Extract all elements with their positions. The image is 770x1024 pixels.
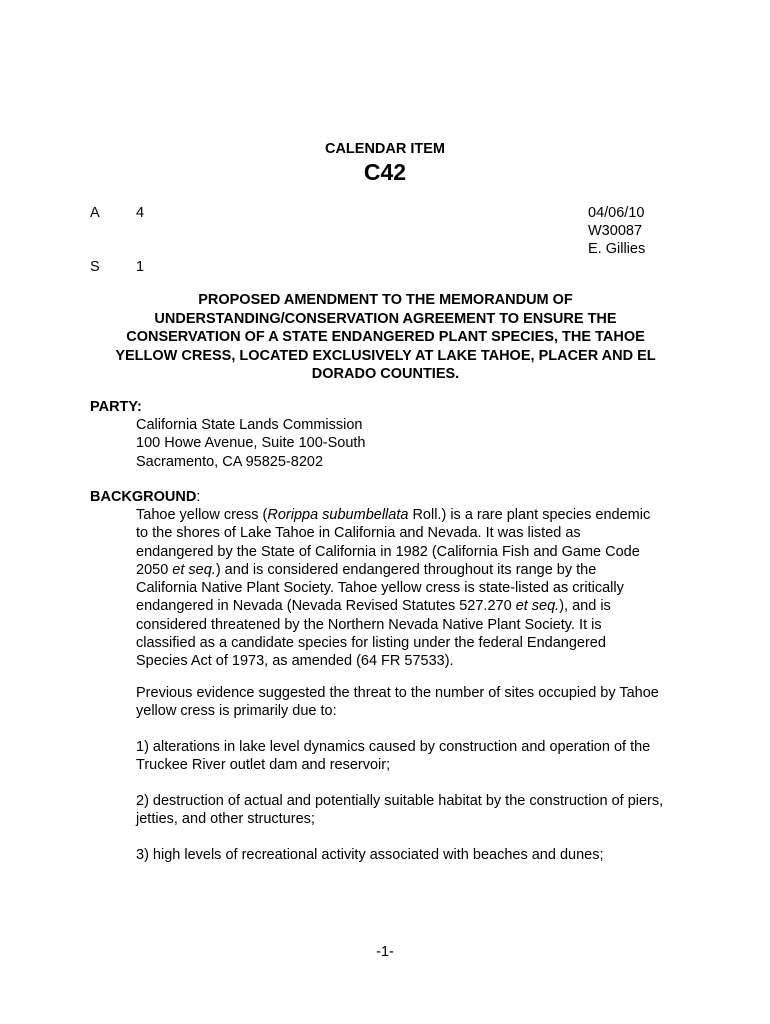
- senate-district-value: 1: [136, 259, 145, 275]
- background-colon: :: [196, 489, 201, 505]
- paragraph-line: Previous evidence suggested the threat to the number of sites occupied by Tahoe: [136, 685, 659, 701]
- page-number: -1-: [376, 944, 394, 960]
- paragraph-line: 3) high levels of recreational activity associated with beaches and dunes;: [136, 847, 604, 863]
- title-line: CONSERVATION OF A STATE ENDANGERED PLANT SPECIES, THE TAHOE: [126, 329, 645, 345]
- party-line: 100 Howe Avenue, Suite 100-South: [136, 435, 366, 452]
- paragraph-line: Truckee River outlet dam and reservoir;: [136, 757, 391, 774]
- threat-item-3: [136, 846, 604, 864]
- assembly-district-value: 4: [136, 205, 145, 221]
- meeting-date: 04/06/10: [588, 205, 645, 221]
- paragraph-line: [136, 597, 650, 615]
- italic-text: et seq.: [172, 561, 216, 578]
- threat-item-2: [136, 792, 663, 829]
- text-run: 2050: [136, 561, 173, 578]
- assembly-district-label: A: [90, 205, 100, 221]
- text-run: Tahoe yellow cress (: [136, 507, 268, 523]
- threat-item-1: [136, 738, 650, 775]
- party-line: California State Lands Commission: [136, 417, 363, 433]
- staff-name: E. Gillies: [588, 241, 646, 257]
- paragraph-line: [136, 561, 650, 579]
- paragraph-line: [136, 506, 650, 524]
- text-run: Roll.) is a rare plant species endemic: [408, 507, 651, 523]
- text-run: ) and is considered endangered throughout its range by the: [215, 561, 597, 578]
- background-paragraph-2: [136, 684, 659, 721]
- paragraph-line: yellow cress is primarily due to:: [136, 703, 337, 720]
- item-title: [88, 291, 683, 384]
- paragraph-line: 2) destruction of actual and potentially suitable habitat by the construction of piers,: [136, 793, 664, 809]
- calendar-item-label: CALENDAR ITEM: [324, 141, 446, 157]
- calendar-item-number: C42: [363, 159, 407, 185]
- text-run: ), and is: [559, 598, 611, 615]
- file-number: W30087: [588, 223, 643, 239]
- paragraph-line: classified as a candidate species for listing under the federal Endangered: [136, 635, 606, 652]
- party-line: Sacramento, CA 95825-8202: [136, 453, 324, 470]
- party-heading: PARTY:: [90, 399, 142, 415]
- senate-district-label: S: [90, 259, 100, 275]
- paragraph-line: to the shores of Lake Tahoe in California and Nevada. It was listed as: [136, 525, 581, 542]
- paragraph-line: considered threatened by the Northern Nevada Native Plant Society. It is: [136, 616, 602, 633]
- background-heading: BACKGROUND: [90, 489, 197, 505]
- title-line: UNDERSTANDING/CONSERVATION AGREEMENT TO ENSURE THE: [154, 310, 617, 327]
- italic-text: et seq.: [515, 598, 560, 615]
- title-line: PROPOSED AMENDMENT TO THE MEMORANDUM OF: [198, 292, 573, 308]
- title-line: DORADO COUNTIES.: [311, 366, 460, 382]
- background-paragraph-1: [136, 506, 650, 671]
- paragraph-line: 1) alterations in lake level dynamics caused by construction and operation of the: [136, 739, 651, 755]
- party-address: [136, 416, 366, 471]
- text-run: endangered in Nevada (Nevada Revised Statutes 527.270: [136, 598, 516, 615]
- species-name: Rorippa subumbellata: [267, 507, 409, 523]
- paragraph-line: Species Act of 1973, as amended (64 FR 57533).: [136, 653, 454, 670]
- paragraph-line: endangered by the State of California in 1982 (California Fish and Game Code: [136, 543, 640, 560]
- background-heading-row: [90, 488, 200, 506]
- paragraph-line: jetties, and other structures;: [136, 811, 315, 828]
- title-line: YELLOW CRESS, LOCATED EXCLUSIVELY AT LAKE TAHOE, PLACER AND EL: [115, 347, 656, 364]
- paragraph-line: California Native Plant Society. Tahoe yellow cress is state-listed as critically: [136, 580, 624, 597]
